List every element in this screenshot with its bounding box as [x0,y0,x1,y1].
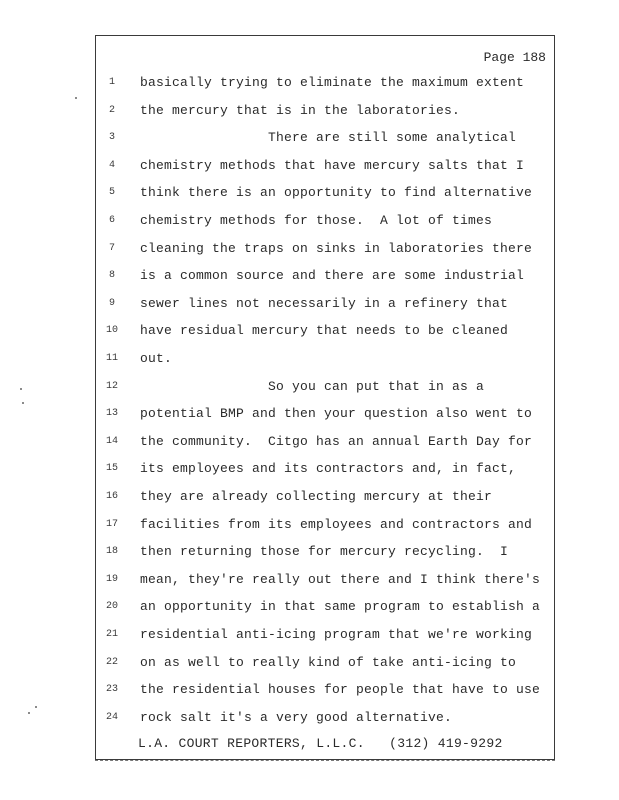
transcript-line: an opportunity in that same program to establish a [140,599,541,615]
transcript-line: chemistry methods for those. A lot of times [140,213,493,228]
line-number: 11 [105,353,118,364]
transcript-line: its employees and its contractors and, in fact, [140,461,517,477]
line-number: 7 [108,242,115,254]
transcript-line: mean, they're really out there and I think there's [140,571,541,587]
line-number: 15 [105,463,118,475]
line-number: 1 [108,77,115,88]
scan-speck [28,712,30,714]
transcript-line: on as well to really kind of take anti-icing to [140,654,517,670]
transcript-line: then returning those for mercury recycling. I [140,544,509,560]
scan-speck [35,706,37,708]
line-number: 12 [105,380,118,392]
court-reporter-footer: L.A. COURT REPORTERS, L.L.C. (312) 419-9292 [138,736,503,751]
page-number: Page 188 [483,50,546,65]
line-number: 14 [105,435,118,447]
line-number: 18 [105,546,118,558]
transcript-line: chemistry methods that have mercury salts that I [140,157,525,173]
transcript-line: residential anti-icing program that we're working [140,627,533,642]
transcript-line: rock salt it's a very good alternative. [140,709,453,725]
bottom-rule [95,760,555,761]
line-number: 21 [105,629,118,640]
transcript-line: is a common source and there are some industrial [140,268,525,284]
transcript-line: they are already collecting mercury at their [140,489,493,504]
transcript-line: out. [140,351,173,366]
transcript-line: potential BMP and then your question also went to [140,406,533,422]
transcript-line: the community. Citgo has an annual Earth Day for [140,433,533,449]
line-number: 2 [108,104,115,116]
scan-speck [75,97,77,99]
transcript-line: basically trying to eliminate the maximum extent [140,75,525,90]
line-number: 22 [105,656,118,668]
line-number: 20 [105,601,118,613]
scan-speck [20,388,22,390]
transcript-line: the residential houses for people that have to use [140,682,541,698]
line-number: 19 [105,573,118,585]
transcript-line: facilities from its employees and contractors and [140,516,533,532]
line-number: 9 [108,297,115,309]
line-number: 17 [105,518,118,530]
line-number: 16 [105,491,118,502]
line-number: 23 [105,684,118,696]
scan-speck [22,402,24,404]
transcript-line: sewer lines not necessarily in a refinery that [140,295,509,311]
transcript-line: So you can put that in as a [140,378,485,394]
transcript-line: have residual mercury that needs to be cleaned [140,323,509,339]
line-number: 3 [108,132,115,144]
line-number: 4 [108,159,115,171]
transcript-line: think there is an opportunity to find alternative [140,185,533,201]
line-number: 24 [105,711,118,723]
transcript-line: cleaning the traps on sinks in laboratories there [140,240,533,256]
line-number: 13 [105,408,118,420]
line-number: 5 [108,187,115,199]
transcript-line: There are still some analytical [140,130,517,146]
line-number: 6 [108,215,115,226]
line-number: 8 [108,270,115,282]
transcript-line: the mercury that is in the laboratories. [140,102,461,118]
line-number: 10 [105,325,118,337]
